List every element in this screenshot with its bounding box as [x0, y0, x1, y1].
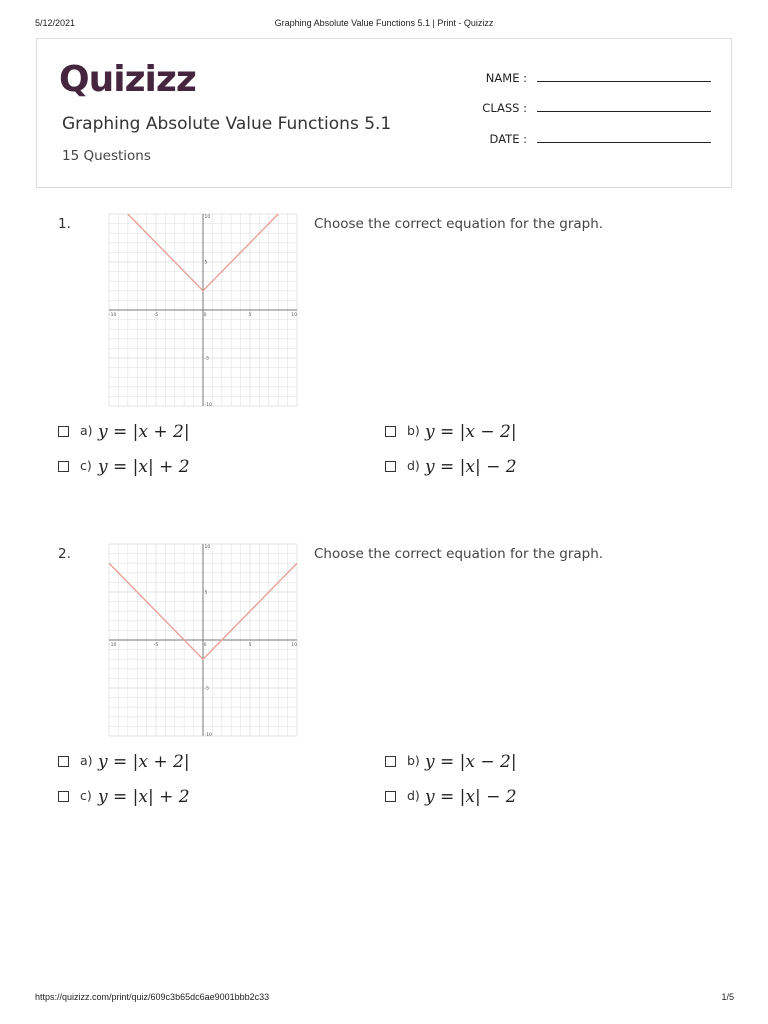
option-letter: d)	[407, 458, 420, 473]
y-tick-label: -5	[204, 356, 209, 362]
quizizz-logo	[57, 53, 197, 103]
option-letter: c)	[80, 458, 92, 473]
y-tick-label: -5	[204, 686, 209, 692]
checkbox[interactable]	[385, 791, 396, 802]
option-letter: a)	[80, 423, 93, 438]
option-letter: b)	[407, 423, 420, 438]
name-label: NAME :	[485, 71, 527, 85]
print-url: https://quizizz.com/print/quiz/609c3b65dc6ae9001bbb2c33	[35, 992, 270, 1002]
question-number: 1.	[58, 216, 71, 232]
option-equation: y = |x + 2|	[98, 422, 190, 442]
x-tick-label: -10	[109, 643, 117, 648]
question-2-graph	[106, 542, 300, 738]
x-tick-label: 5	[248, 313, 252, 318]
class-field[interactable]	[477, 101, 717, 121]
date-field[interactable]	[477, 132, 717, 152]
y-tick-label: -10	[204, 403, 212, 408]
print-date: 5/12/2021	[35, 18, 76, 28]
question-1-graph	[106, 212, 300, 408]
x-tick-label: -5	[153, 643, 159, 648]
checkbox[interactable]	[385, 756, 396, 767]
class-label: CLASS :	[482, 101, 527, 115]
checkbox[interactable]	[58, 461, 69, 472]
print-title: Graphing Absolute Value Functions 5.1 | Print - Quizizz	[274, 18, 494, 28]
x-tick-label: 5	[248, 643, 252, 648]
option-equation: y = |x| + 2	[98, 787, 190, 807]
name-field[interactable]	[477, 71, 717, 91]
x-tick-label: 0	[203, 313, 207, 318]
checkbox[interactable]	[58, 426, 69, 437]
checkbox[interactable]	[385, 426, 396, 437]
y-tick-label: 5	[204, 260, 208, 266]
option-equation: y = |x − 2|	[425, 422, 517, 442]
option-letter: b)	[407, 753, 420, 768]
class-underline[interactable]	[537, 111, 711, 112]
question-2	[0, 542, 768, 842]
y-tick-label: 10	[204, 215, 211, 220]
y-tick-label: 5	[204, 590, 208, 596]
x-tick-label: 10	[291, 313, 297, 318]
y-tick-label: -10	[204, 733, 212, 738]
question-number: 2.	[58, 546, 71, 562]
quiz-header-card	[36, 38, 732, 188]
logo-text: Quizizz	[59, 59, 196, 100]
name-underline[interactable]	[537, 81, 711, 82]
option-letter: d)	[407, 788, 420, 803]
quiz-title: Graphing Absolute Value Functions 5.1	[62, 114, 392, 134]
checkbox[interactable]	[58, 756, 69, 767]
option-equation: y = |x| + 2	[98, 457, 190, 477]
y-tick-label: 10	[204, 545, 211, 550]
x-tick-label: 0	[203, 643, 207, 648]
option-letter: a)	[80, 753, 93, 768]
question-count: 15 Questions	[62, 148, 151, 164]
option-equation: y = |x + 2|	[98, 752, 190, 772]
question-1	[0, 212, 768, 512]
question-text: Choose the correct equation for the graph.	[314, 216, 604, 232]
date-label: DATE :	[489, 132, 527, 146]
option-equation: y = |x| − 2	[425, 457, 517, 477]
option-equation: y = |x − 2|	[425, 752, 517, 772]
question-text: Choose the correct equation for the graph.	[314, 546, 604, 562]
checkbox[interactable]	[385, 461, 396, 472]
x-tick-label: 10	[291, 643, 297, 648]
date-underline[interactable]	[537, 142, 711, 143]
page-number: 1/5	[721, 992, 734, 1002]
option-equation: y = |x| − 2	[425, 787, 517, 807]
x-tick-label: -5	[153, 313, 159, 318]
option-letter: c)	[80, 788, 92, 803]
checkbox[interactable]	[58, 791, 69, 802]
x-tick-label: -10	[109, 313, 117, 318]
